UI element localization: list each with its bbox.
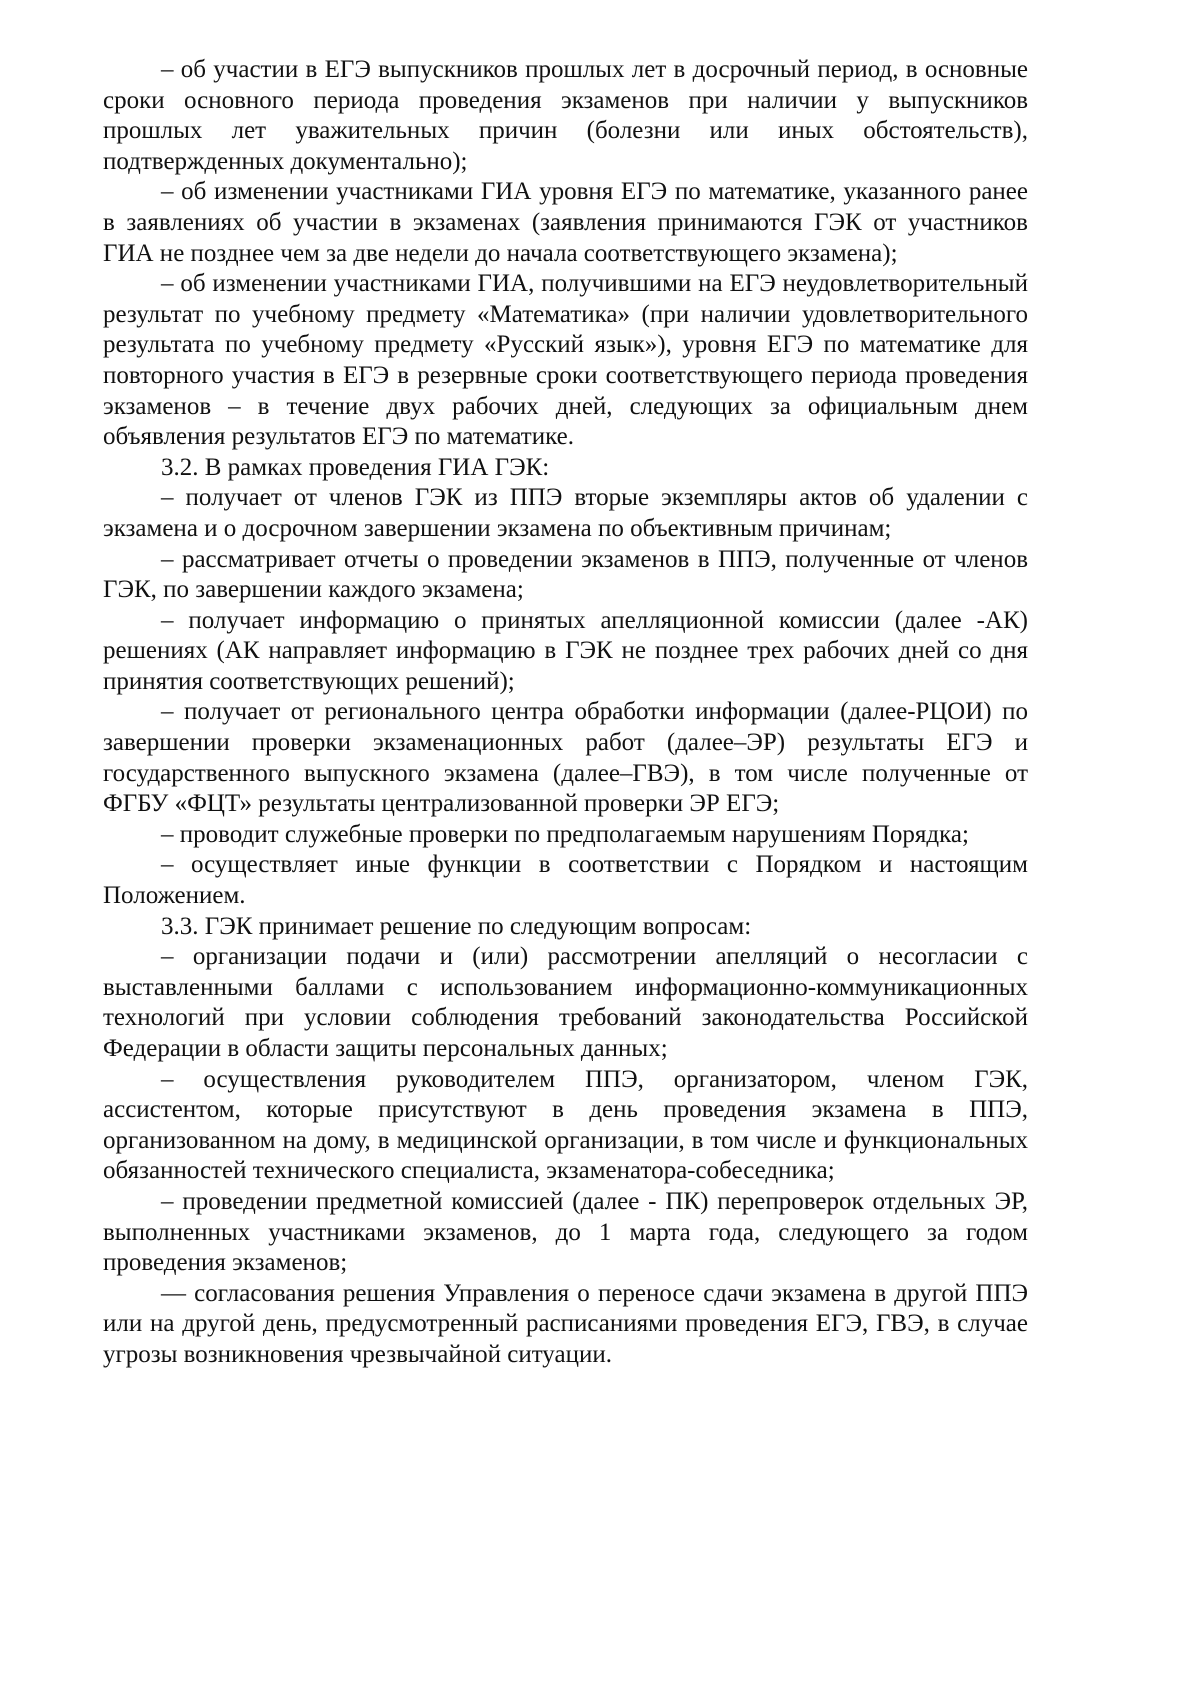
paragraph-exam-transfer: — согласования решения Управления о переносе сдачи экзамена в другой ППЭ или на другой день, предусмотренный расписаниями проведения ЕГЭ, ГВЭ, в случае угрозы возникновения чрезвычайной ситуации.: [103, 1279, 1028, 1368]
paragraph-math-level-change: – об изменении участниками ГИА уровня ЕГЭ по математике, указанного ранее в заявлениях об участии в экзаменах (заявления принимаются ГЭК от участников ГИА не позднее чем за две недели до начала соответствующего экзамена);: [103, 178, 1028, 267]
paragraph-receives-appeal-info: – получает информацию о принятых апелляционной комиссии (далее -АК) решениях (АК направляет информацию в ГЭК не позднее трех рабочих дней со дня принятия соответствующих решений);: [103, 606, 1028, 695]
paragraph-ege-early-participation: – об участии в ЕГЭ выпускников прошлых лет в досрочный период, в основные сроки основного периода проведения экзаменов при наличии у выпускников прошлых лет уважительных причин (болезни или иных обстоятельств), подтвержденных документально);: [103, 56, 1028, 175]
paragraph-home-exam-duties: – осуществления руководителем ППЭ, организатором, членом ГЭК, ассистентом, которые присутствуют в день проведения экзамена в ППЭ, организованном на дому, в медицинской организации, в том числе и функциональных обязанностей технического специалиста, экзаменатора-собеседника;: [103, 1065, 1028, 1185]
paragraph-receives-acts: – получает от членов ГЭК из ППЭ вторые экземпляры актов об удалении с экзамена и о досрочном завершении экзамена по объективным причинам;: [103, 484, 1028, 542]
paragraph-receives-results: – получает от регионального центра обработки информации (далее-РЦОИ) по завершении проверки экзаменационных работ (далее–ЭР) результаты ЕГЭ и государственного выпускного экзамена (далее–ГВЭ), в том числе полученные от ФГБУ «ФЦТ» результаты централизованной проверки ЭР ЕГЭ;: [103, 698, 1028, 818]
section-heading-3-3: 3.3. ГЭК принимает решение по следующим вопросам:: [161, 912, 752, 940]
paragraph-reviews-reports: – рассматривает отчеты о проведении экзаменов в ППЭ, полученные от членов ГЭК, по завершении каждого экзамена;: [103, 545, 1028, 604]
paragraph-appeals-ict: – организации подачи и (или) рассмотрении апелляций о несогласии с выставленными баллами с использованием информационно-коммуникационных технологий при условии соблюдения требований законодательства Российской Федерации в области защиты персональных данных;: [103, 943, 1028, 1062]
paragraph-official-checks: – проводит служебные проверки по предполагаемым нарушениям Порядка;: [161, 820, 969, 848]
paragraph-rechecks: – проведении предметной комиссией (далее - ПК) перепроверок отдельных ЭР, выполненных участниками экзаменов, до 1 марта года, следующего за годом проведения экзаменов;: [103, 1187, 1028, 1277]
section-heading-3-2: 3.2. В рамках проведения ГИА ГЭК:: [161, 453, 550, 481]
document-page: [103, 55, 1028, 1371]
paragraph-math-level-change-retake: – об изменении участниками ГИА, получившими на ЕГЭ неудовлетворительный результат по учебному предмету «Математика» (при наличии удовлетворительного результата по учебному предмету «Русский язык»), уровня ЕГЭ по математике для повторного участия в ЕГЭ в резервные сроки соответствующего периода проведения экзаменов – в течение двух рабочих дней, следующих за официальным днем объявления результатов ЕГЭ по математике.: [103, 270, 1028, 451]
paragraph-other-functions: – осуществляет иные функции в соответствии с Порядком и настоящим Положением.: [103, 851, 1028, 910]
